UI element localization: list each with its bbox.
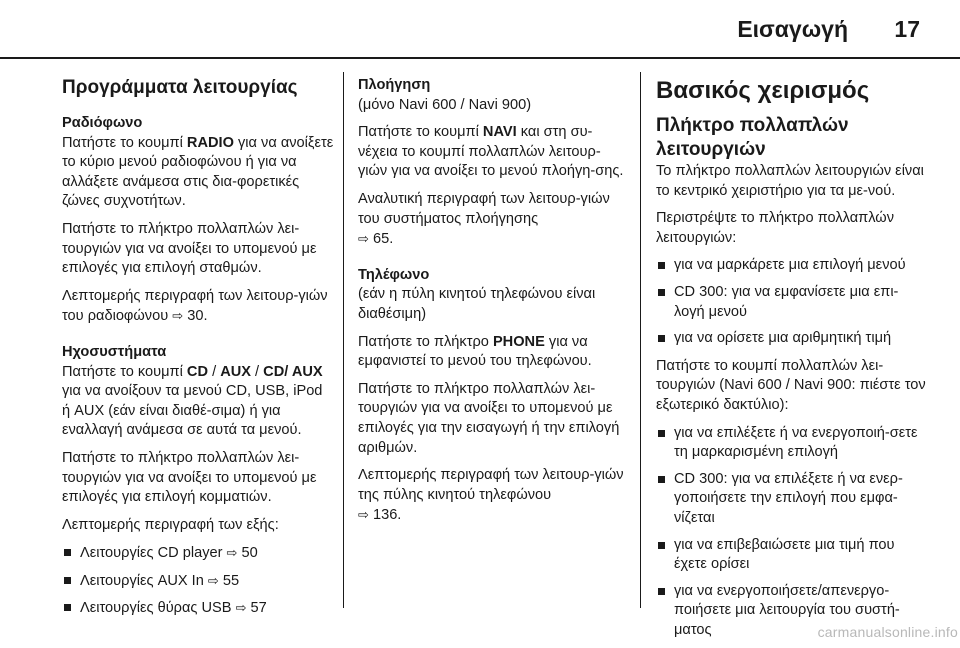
subheading-navigation: Πλοήγηση: [358, 77, 431, 93]
navi-paragraph-2: Αναλυτική περιγραφή των λειτουρ-γιών του συστήματος πλοήγησης ⇨ 65.: [358, 190, 626, 250]
column-basic-operation: [656, 76, 926, 648]
page-ref-arrow-icon: [236, 600, 247, 616]
navi-paragraph-1: Πατήστε το κουμπί NAVI και στη συ-νέχεια το κουμπί πολλαπλών λειτουρ-γιών για να ανοίξει το μενού πλοήγη-σης.: [358, 124, 624, 180]
audio-paragraph-3: Λεπτομερής περιγραφή των εξής:: [62, 516, 279, 533]
knob-paragraph-3: Πατήστε το κουμπί πολλαπλών λει-τουργιών (Navi 600 / Navi 900: πιέστε τον εξωτερικό δακτύλιο):: [656, 357, 926, 413]
page-title: Εισαγωγή: [737, 16, 848, 42]
phone-paragraph-1: Πατήστε το πλήκτρο PHONE για να εμφανιστεί το μενού του τηλεφώνου.: [358, 333, 592, 370]
page-ref-arrow-icon: [358, 507, 369, 523]
list-item: Λειτουργίες AUX In ⇨ 55: [62, 571, 334, 592]
audio-paragraph-1: Πατήστε το κουμπί CD / AUX / CD/ AUX για να ανοίξουν τα μενού CD, USB, iPod ή AUX (εάν είναι διαθέ-σιμα) ή για εναλλαγή ανάμεσα σε αυτά τα μενού.: [62, 363, 323, 439]
rotate-bullet-list: [656, 256, 926, 348]
list-item: Λειτουργίες θύρας USB ⇨ 57: [62, 598, 334, 619]
watermark: carmanualsonline.info: [817, 624, 958, 640]
list-item: για να μαρκάρετε μια επιλογή μενού: [656, 256, 926, 276]
audio-paragraph-2: Πατήστε το πλήκτρο πολλαπλών λει-τουργιών για να ανοίξει το υπομενού με επιλογές για επιλογή κομματιών.: [62, 449, 317, 506]
subheading-audio: Ηχοσυστήματα: [62, 343, 167, 360]
navi-button-label: NAVI: [482, 124, 517, 141]
navi-note: (μόνο Navi 600 / Navi 900): [358, 96, 532, 113]
radio-paragraph-2: Πατήστε το πλήκτρο πολλαπλών λει-τουργιών για να ανοίξει το υπομενού με επιλογές για επιλογή σταθμών.: [62, 220, 317, 277]
subheading-multifunction-knob: Πλήκτρο πολλαπλών λειτουργιών: [656, 115, 849, 160]
list-item: για να επιλέξετε ή να ενεργοποιή-σετε τη μαρκαρισμένη επιλογή: [656, 424, 926, 463]
section-heading-basic-operation: Βασικός χειρισμός: [656, 77, 870, 104]
subheading-phone: Τηλέφωνο: [358, 266, 430, 283]
list-item: Λειτουργίες CD player ⇨ 50: [62, 543, 334, 564]
radio-paragraph-3: Λεπτομερής περιγραφή των λειτουρ-γιών του ραδιοφώνου ⇨ 30.: [62, 287, 334, 327]
phone-paragraph-2: Πατήστε το πλήκτρο πολλαπλών λει-τουργιών για να ανοίξει το υπομενού με επιλογές για την εισαγωγή ή την επιλογή αριθμών.: [358, 380, 620, 456]
page-ref-arrow-icon: [358, 231, 369, 247]
list-item: CD 300: για να εμφανίσετε μια επι-λογή μενού: [656, 283, 926, 322]
list-item: για να ενεργοποιήσετε/απενεργο-ποιήσετε μια λειτουργία του συστή-ματος: [656, 582, 926, 641]
list-item: για να ορίσετε μια αριθμητική τιμή: [656, 329, 926, 349]
page-header: [0, 0, 960, 56]
page-ref-arrow-icon: [172, 308, 183, 324]
section-heading-operating-modes: Προγράμματα λειτουργίας: [62, 77, 298, 98]
radio-button-label: RADIO: [186, 134, 234, 151]
page-ref-arrow-icon: [227, 545, 238, 561]
page-number: 17: [894, 16, 920, 42]
audio-bullet-list: [62, 543, 334, 619]
radio-paragraph-1: Πατήστε το κουμπί RADIO για να ανοίξετε το κύριο μενού ραδιοφώνου ή για να αλλάξετε ανάμεσα στις δια-φορετικές ζώνες συχνοτήτων.: [62, 134, 334, 210]
column-divider-1: [343, 72, 344, 608]
column-operating-modes: [62, 76, 334, 627]
column-divider-2: [640, 72, 641, 608]
subheading-radio: Ραδιόφωνο: [62, 115, 143, 131]
press-bullet-list: [656, 424, 926, 641]
list-item: CD 300: για να επιλέξετε ή να ενερ-γοποιήσετε την επιλογή που εμφα-νίζεται: [656, 470, 926, 529]
knob-paragraph-2: Περιστρέψτε το πλήκτρο πολλαπλών λειτουργιών:: [656, 210, 894, 246]
column-navi-phone: [358, 76, 626, 534]
header-rule: [0, 57, 960, 59]
page-ref-arrow-icon: [208, 573, 219, 589]
list-item: για να επιβεβαιώσετε μια τιμή που έχετε ορίσει: [656, 536, 926, 575]
phone-button-label: PHONE: [492, 333, 545, 350]
phone-note: (εάν η πύλη κινητού τηλεφώνου είναι διαθέσιμη): [358, 286, 596, 322]
phone-paragraph-3: Λεπτομερής περιγραφή των λειτουρ-γιών της πύλης κινητού τηλεφώνου ⇨ 136.: [358, 466, 626, 526]
knob-paragraph-1: Το πλήκτρο πολλαπλών λειτουργιών είναι το κεντρικό χειριστήριο για τα με-νού.: [656, 163, 924, 199]
